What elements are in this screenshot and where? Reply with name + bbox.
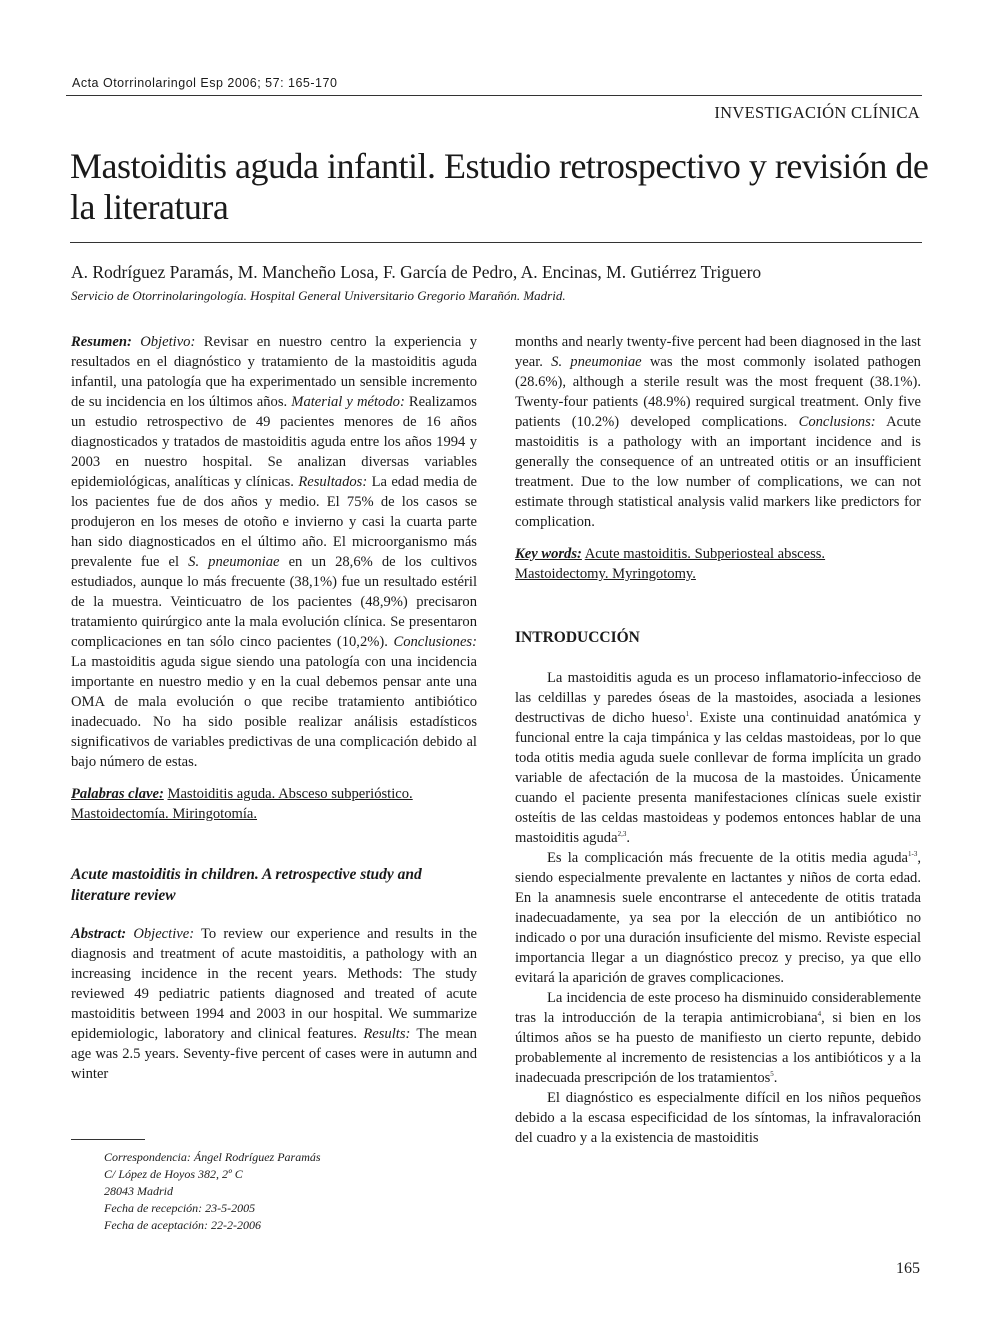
citation-ref: 1: [685, 710, 690, 718]
conclusiones-label: Conclusiones:: [393, 634, 477, 650]
key-words-text: Acute mastoiditis. Subperiosteal abscess. Mastoidectomy. Myringotomy.: [515, 546, 826, 582]
introduccion-heading: INTRODUCCIÓN: [515, 629, 640, 646]
correspondence-address: C/ López de Hoyos 382, 2º C: [104, 1167, 243, 1181]
title-rule: [70, 242, 922, 243]
palabras-clave-label: Palabras clave:: [71, 786, 164, 802]
abstract-text-1: To review our experience and results in the diagnosis and treatment of acute mastoiditis, a pathology with an increasing incidence in the recent years. Methods: The study reviewed 49 pediatric patients diagnosed and treated of acute mastoiditis between 1994 and 2003 in our hospital. We summarize epidemiologic, laboratory and clinical features.: [71, 926, 478, 1042]
right-column: [515, 332, 921, 1148]
correspondence-city: 28043 Madrid: [104, 1184, 173, 1198]
english-title: Acute mastoiditis in children. A retrospective study and literature review: [71, 866, 422, 904]
abstract-text-2: The mean age was 2.5 years. Seventy-five percent of cases were in autumn and winter: [71, 1026, 477, 1082]
article-title: Mastoiditis aguda infantil. Estudio retrospectivo y revisión de la literatura: [70, 146, 929, 227]
affiliation: Servicio de Otorrinolaringología. Hospital General Universitario Gregorio Marañón. Madrid.: [71, 288, 566, 303]
intro-paragraph-2: Es la complicación más frecuente de la otitis media aguda$^{1-3}$, siendo especialmente prevalente en lactantes y niños de corta edad. En la anamnesis suele encontrarse el antecedente de otitis tratada inadecuadamente, ya sea por la elección de un antibiótico no indicado o por una duración insuficiente del mismo. Reviste especial importancia llegar a un diagnóstico precoz y preciso, ya que ello evitará la aparición de graves complicaciones.: [515, 850, 921, 986]
intro-paragraph-3: La incidencia de este proceso ha disminuido considerablemente tras la introducción de la terapia antimicrobiana$^4$, si bien en los últimos años se ha puesto de manifiesto un cierto repunte, debido probablemente al incremento de resistencias a los antibióticos y a la inadecuada prescripción de los tratamientos$^5$.: [515, 990, 921, 1086]
accepted-date: Fecha de aceptación: 22-2-2006: [104, 1218, 261, 1232]
citation-ref: 5: [770, 1070, 774, 1078]
objective-label: Objective:: [133, 926, 195, 942]
page-number: 165: [896, 1260, 920, 1277]
results-label: Results:: [363, 1026, 411, 1042]
journal-citation: Acta Otorrinolaringol Esp 2006; 57: 165-170: [72, 76, 338, 90]
resumen-paragraph: [71, 332, 477, 772]
abstract-paragraph-part2: [515, 332, 921, 532]
left-column: [71, 332, 477, 1084]
resultados-label: Resultados:: [298, 474, 368, 490]
citation-ref: 1-3: [908, 850, 918, 858]
intro-paragraph-4: El diagnóstico es especialmente difícil en los niños pequeños debido a la escasa especificidad de los síntomas, la infravaloración del cuadro y a la existencia de mastoiditis: [515, 1090, 921, 1146]
material-label: Material y método:: [291, 394, 405, 410]
conclusions-label: Conclusions:: [798, 414, 876, 430]
abstract-text-3: months and nearly twenty-five percent had been diagnosed in the last year.: [515, 334, 921, 370]
objetivo-text: Revisar en nuestro centro la experiencia y resultados en el diagnóstico y tratamiento de la mastoiditis aguda infantil, una patología que ha experimentado un sensible incremento de su incidencia en los últimos años.: [71, 334, 477, 410]
resumen-label: Resumen:: [71, 334, 132, 350]
material-text: Realizamos un estudio retrospectivo de 49 pacientes menores de 16 años diagnosticados y tratados de mastoiditis aguda entre los años 1994 y 2003 en nuestro hospital. Se analizan diversas variables epidemiológicas, analíticas y clínicas.: [71, 394, 477, 490]
abstract-text-5: Acute mastoiditis is a pathology with an important incidence and is generally the consequence of an untreated otitis or an insufficient treatment. Due to the low number of complications, we can not estimate through statistical analysis valid markers like predictors for complication.: [515, 414, 921, 530]
correspondence-block: [104, 1149, 321, 1234]
resultados-text-b: en un 28,6% de los cultivos estudiados, aunque lo más frecuente (38,1%) fue un resultado estéril de la muestra. Veinticuatro de los pacientes (48,9%) precisaron tratamiento quirúrgico ante la mala evolución clínica. Se presentaron complicaciones en tan sólo cinco pacientes (10,2%).: [71, 554, 477, 650]
resultados-text-a: La edad media de los pacientes fue de dos años y medio. El 75% de los casos se produjeron en los meses de otoño e invierno y casi la cuarta parte han sido diagnosticados en el último año. El microorganismo más prevalente fue el: [71, 474, 478, 570]
key-words-label: Key words:: [515, 546, 582, 562]
citation-ref: 2,3: [617, 830, 627, 838]
abstract-label: Abstract:: [71, 926, 127, 942]
header-rule: [66, 95, 922, 96]
species-name-en: S. pneumoniae: [551, 354, 642, 370]
authors: A. Rodríguez Paramás, M. Mancheño Losa, F. García de Pedro, A. Encinas, M. Gutiérrez Triguero: [71, 262, 762, 282]
palabras-clave: [71, 784, 477, 824]
section-label: INVESTIGACIÓN CLÍNICA: [714, 103, 920, 122]
intro-paragraph-1: La mastoiditis aguda es un proceso inflamatorio-infeccioso de las celdillas y paredes óseas de la mastoides, asociada a lesiones destructivas de dicho hueso$^1$. Existe una continuidad anatómica y funcional entre la caja timpánica y las celdas mastoideas, por lo que toda otitis media aguda suele conllevar de forma implícita un grado variable de afectación de la mucosa de la mastoides. Únicamente cuando el paciente presenta manifestaciones clínicas suele existir osteítis de las celdas mastoideas y podemos entonces hablar de una mastoiditis aguda$^{2,3}$.: [515, 670, 921, 846]
species-name: S. pneumoniae: [188, 554, 280, 570]
palabras-clave-text: Mastoiditis aguda. Absceso subperióstico. Mastoidectomía. Miringotomía.: [71, 786, 413, 822]
abstract-text-4: was the most commonly isolated pathogen (28.6%), although a sterile result was the most frequent (38.1%). Twenty-four patients (48.9%) required surgical treatment. Only five patients (10.2%) developed complications.: [515, 354, 921, 430]
abstract-paragraph-part1: [71, 924, 477, 1084]
footnote-rule: [71, 1139, 145, 1140]
conclusiones-text: La mastoiditis aguda sigue siendo una patología con una incidencia importante en nuestro medio y en la cual debemos pensar ante una OMA de mala evolución o que recibe tratamiento antibiótico inadecuado. No ha sido posible realizar análisis estadísticos significativos de variables predictivas de una complicación debido al bajo número de estas.: [71, 654, 477, 770]
citation-ref: 4: [817, 1010, 822, 1018]
received-date: Fecha de recepción: 23-5-2005: [104, 1201, 256, 1215]
correspondence-name: Correspondencia: Ángel Rodríguez Paramás: [104, 1150, 321, 1164]
objetivo-label: Objetivo:: [140, 334, 196, 350]
key-words: [515, 544, 921, 584]
